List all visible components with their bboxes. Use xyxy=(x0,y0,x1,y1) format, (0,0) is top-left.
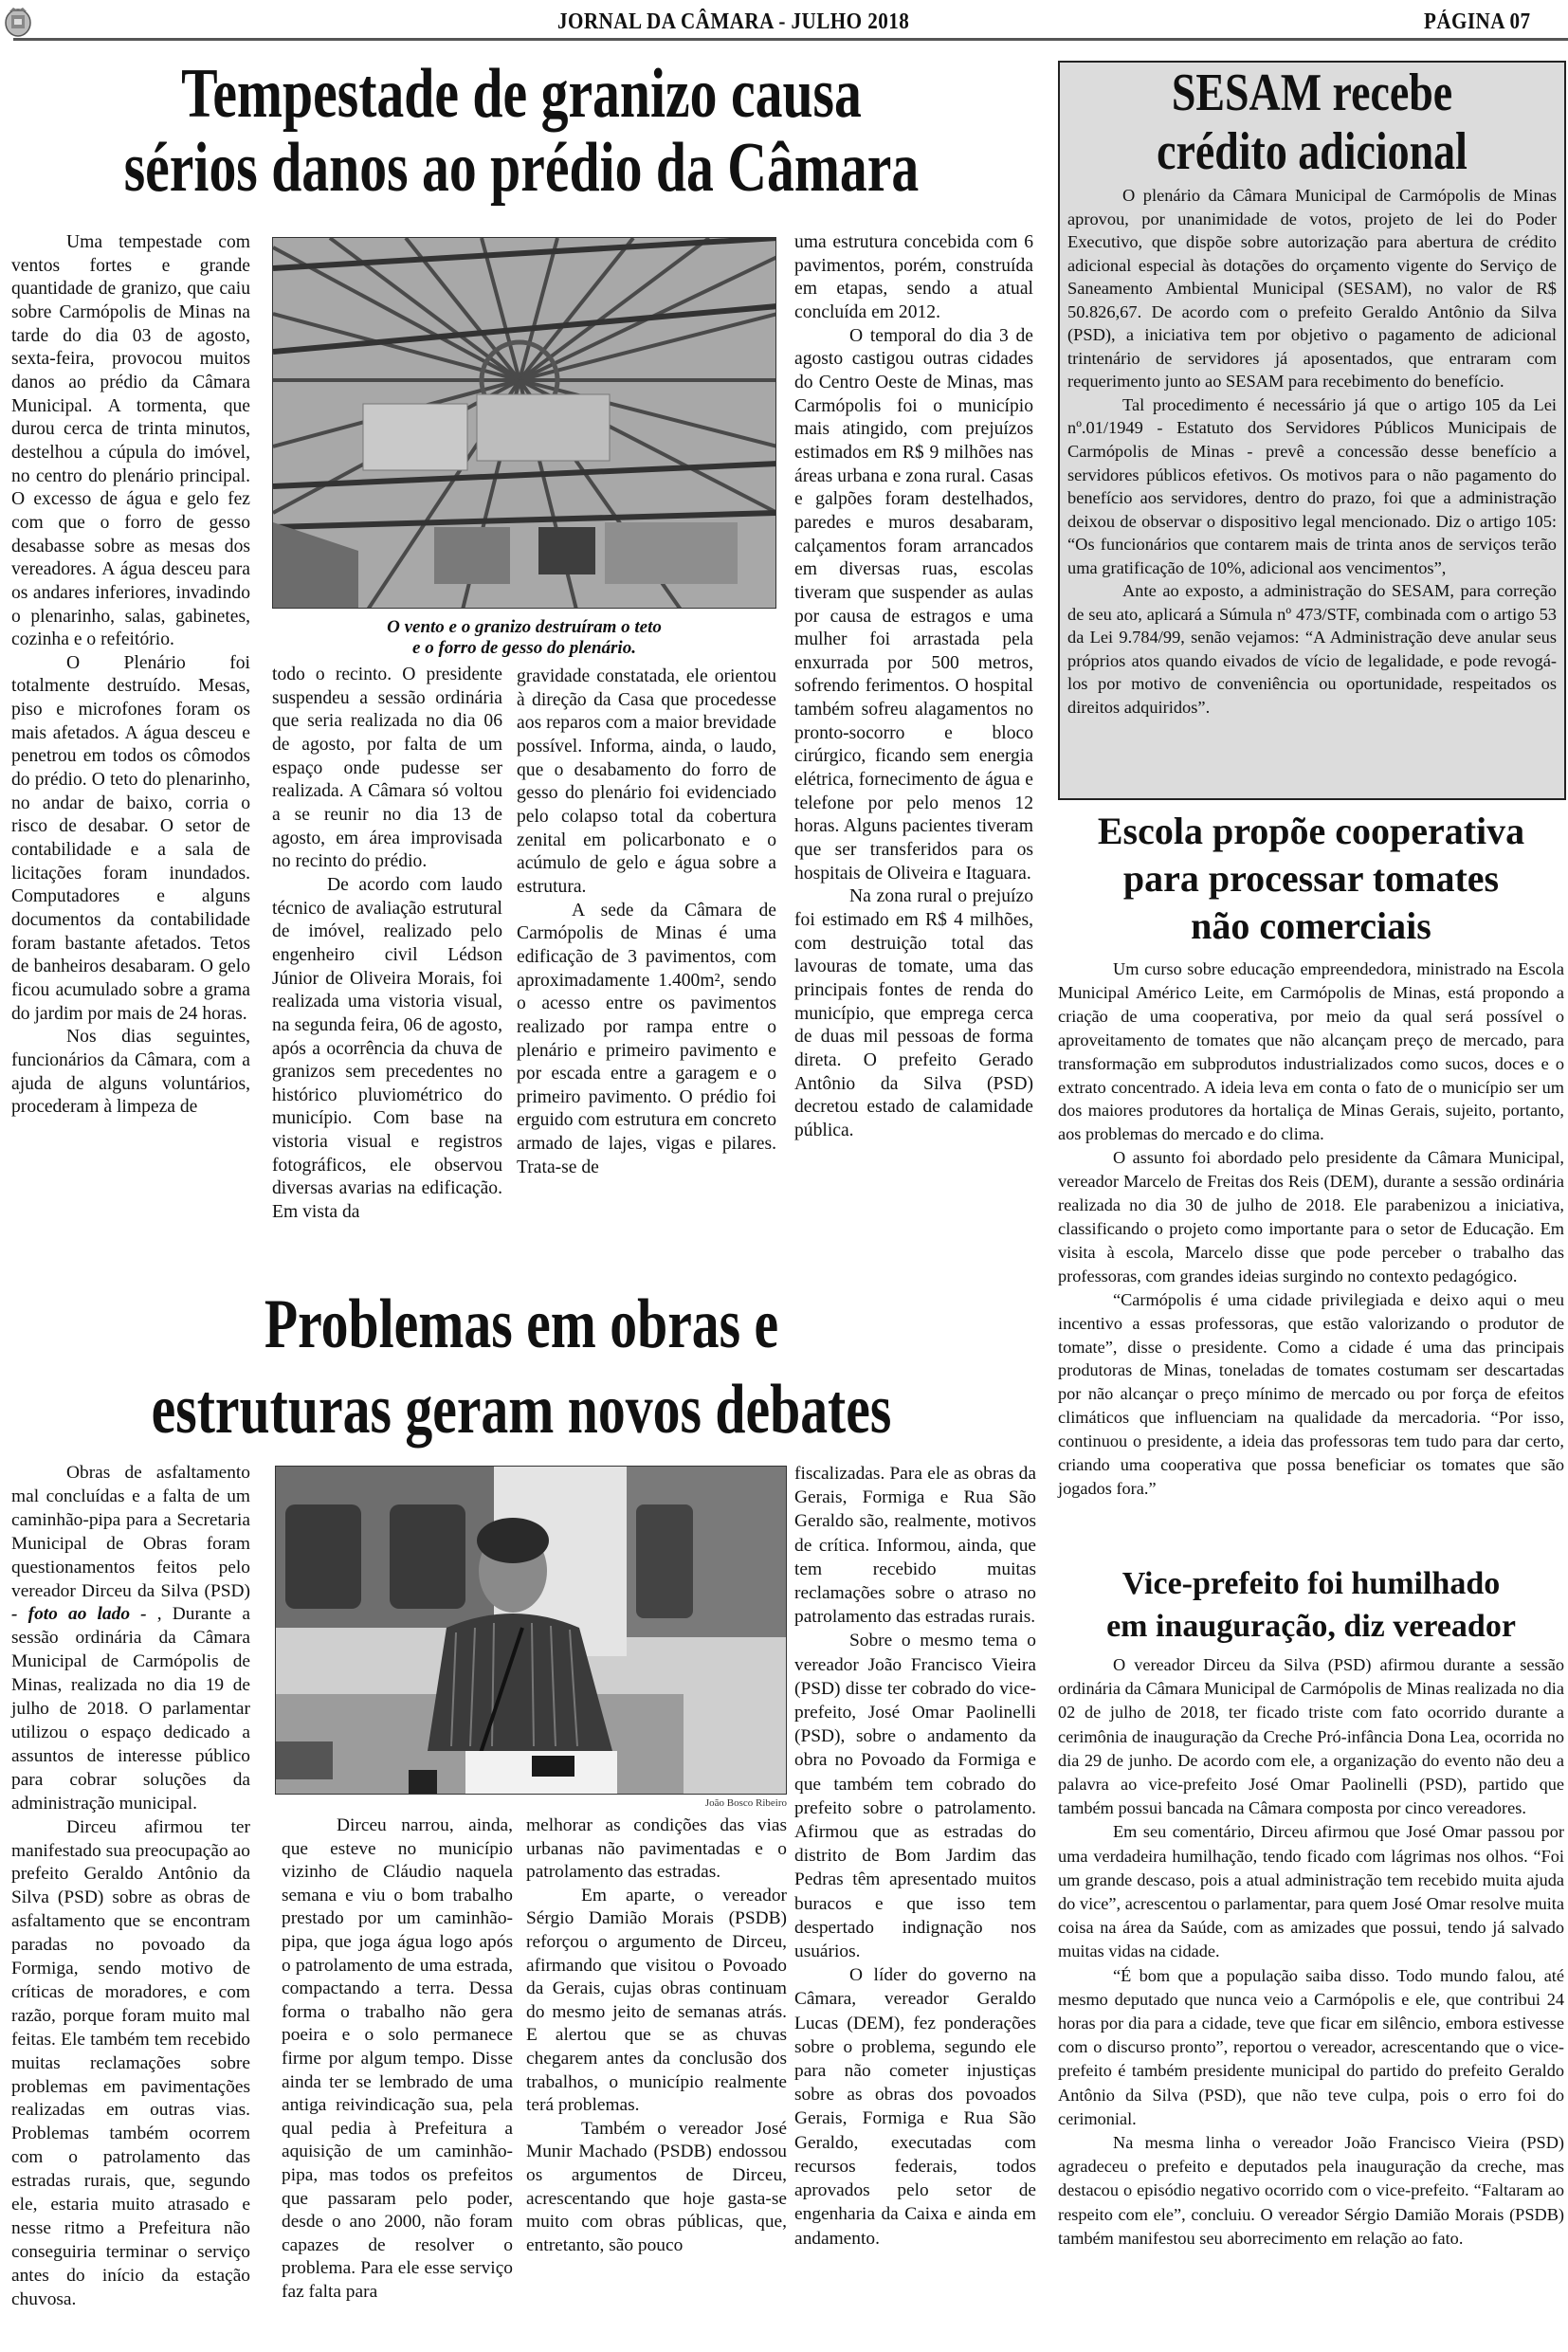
councilman-photo xyxy=(275,1466,787,1795)
paragraph: melhorar as condições das vias urbanas não pavimentadas e o patrolamento das estradas. xyxy=(526,1815,787,1883)
caption-line-2: e o forro de gesso do plenário. xyxy=(412,638,636,658)
vice-headline-line1: Vice-prefeito foi humilhado xyxy=(1121,1566,1501,1601)
paragraph: fiscalizadas. Para ele as obras da Gerais, Formiga e Rua São Geraldo são, realmente, motivos de crítica. Informou, ainda, que tem recebido muitas reclamações sobre o atraso no patrolamento das estradas rurais. xyxy=(794,1464,1036,1628)
paragraph: Sobre o mesmo tema o vereador João Francisco Vieira (PSD) disse ter cobrado do vice-prefeito, José Omar Paolinelli (PSD), sobre o andamento da obra no Povoado da Formiga e que também tem cobrado do prefeito sobre o patrolamento. Afirmou que as estradas do distrito de Bom Jardim das Pedras têm apresentado muitos buracos e que isso tem despertado indignação nos usuários. xyxy=(794,1631,1036,1962)
paragraph-text: , Durante a sessão ordinária da Câmara Municipal de Carmópolis de Minas, realizada no dia 19 de julho de 2018. O parlamentar utilizou o espaço dedicado a assuntos de interesse público para cobrar soluções da administração municipal. xyxy=(11,1604,250,1814)
paragraph: todo o recinto. O presidente suspendeu a sessão ordinária que seria realizada no dia 06 de agosto, por falta de um espaço onde pudesse ser realizada. A Câmara só voltou a se reunir no dia 13 de agosto, em área improvisada no recinto do prédio. xyxy=(272,665,502,872)
storm-column-2 xyxy=(272,664,502,1225)
paragraph: Dirceu narrou, ainda, que esteve no município vizinho de Cláudio naquela semana e viu o bom trabalho prestado por um caminhão-pipa, que joga água logo após o patrolamento de uma estrada, compactando a terra. Dessa forma o trabalho não gera poeira e o solo permanece firme por algum tempo. Disse ainda ter se lembrado de uma antiga reivindicação sua, pela qual pedia à Prefeitura a aquisição de um caminhão-pipa, mas todos os prefeitos que passaram pelo poder, desde o ano 2000, não foram capazes de resolver o problema. Para ele esse serviço faz falta para xyxy=(282,1815,513,2302)
paragraph: O temporal do dia 3 de agosto castigou outras cidades do Centro Oeste de Minas, mas Carmópolis foi o município mais atingido, com prejuízos estimados em R$ 9 milhões nas áreas urbana e zona rural. Casas e galpões foram destelhados, paredes e muros desabaram, calçamentos foram arrancados em diversas ruas, escolas tiveram que suspender as aulas por causa de estragos e uma mulher foi arrastada pela enxurrada por 500 metros, sofrendo ferimentos. O hospital também sofreu alagamentos no pronto-socorro e bloco cirúrgico, ficando sem energia elétrica, fornecimento de água e telefone por pelo menos 12 horas. Alguns pacientes tiveram que ser transferidos para os hospitais de Oliveira e Itaguara. xyxy=(794,325,1033,884)
caption-line-1: O vento e o granizo destruíram o teto xyxy=(387,617,662,637)
vice-headline xyxy=(1054,1562,1568,1648)
sesam-article-box xyxy=(1058,61,1566,800)
header-rule xyxy=(13,38,1568,41)
escola-headline-line3: não comerciais xyxy=(1191,904,1431,947)
paragraph: Nos dias seguintes, funcionários da Câmara, com a ajuda de alguns voluntários, procederam à limpeza de xyxy=(11,1027,250,1118)
obras-column-2 xyxy=(282,1814,513,2304)
paragraph: Tal procedimento é necessário já que o artigo 105 da Lei nº.01/1949 - Estatuto dos Servidores Públicos Municipais de Carmópolis de Minas - prevê a concessão desse benefício a servidores públicos efetivos. Os motivos para o não pagamento do benefício aos servidores, dentro do prazo, foi que a administração deixou de observar o dispositivo legal mencionado. Diz o artigo 105: “Os funcionários que contarem mais de trinta anos de serviços terão uma gratificação de 10%, adicional aos vencimentos”, xyxy=(1067,394,1557,577)
paragraph: “É bom que a população saiba disso. Todo mundo falou, até mesmo deputado que nunca veio a Carmópolis e ele, que contribui 24 horas por dia para a cidade, teve que ficar em silêncio, embora estivesse com o discurso pronto”, reportou o vereador, acrescentando que o vice-prefeito é também presidente municipal do partido do prefeito Geraldo Antônio da Silva (PSD), que não teve culpa, pois o erro foi do cerimonial. xyxy=(1058,1965,1564,2128)
sesam-headline-line1: SESAM recebe xyxy=(1171,64,1453,122)
coat-of-arms-icon xyxy=(4,6,32,38)
vice-body xyxy=(1058,1653,1564,2251)
paragraph: Em aparte, o vereador Sérgio Damião Morais (PSDB) reforçou o argumento de Dirceu, afirmando que visitou o Povoado da Gerais, cujas obras continuam do mesmo jeito de semanas atrás. E alertou que se as chuvas chegarem antes da conclusão dos trabalhos, o município realmente terá problemas. xyxy=(526,1885,787,2116)
paragraph: Na zona rural o prejuízo foi estimado em R$ 4 milhões, com destruição total das lavouras de tomate, uma das principais fontes de renda do município, que emprega cerca de duas mil pessoas de forma direta. O prefeito Gerado Antônio da Silva (PSD) decretou estado de calamidade pública. xyxy=(794,886,1033,1140)
obras-headline-line2: estruturas geram novos debates xyxy=(151,1371,892,1449)
paragraph: Na mesma linha o vereador João Francisco Vieira (PSD) agradeceu o prefeito e deputados pela inauguração da creche, mas destacou o episódio negativo ocorrido com o vice-prefeito. “Faltaram ao respeito com ele”, concluiu. O vereador Sérgio Damião Morais (PSDB) também manifestou seu aborrecimento em relação ao fato. xyxy=(1058,2133,1564,2248)
storm-column-1 xyxy=(11,231,250,1120)
paragraph-text: Obras de asfaltamento mal concluídas e a falta de um caminhão-pipa para a Secretaria Municipal de Obras foram questionamentos feitos pelo vereador Dirceu da Silva (PSD) xyxy=(11,1463,250,1601)
paragraph: Uma tempestade com ventos fortes e grande quantidade de granizo, que caiu sobre Carmópolis de Minas na tarde do dia 03 de agosto, sexta-feira, provocou muitos danos ao prédio da Câmara Municipal. A tormenta, que durou cerca de trinta minutos, destelhou a cúpula do imóvel, no centro do plenário principal. O excesso de água e gelo fez com que o forro de gesso desabasse sobre as mesas dos vereadores. A água desceu para os andares inferiores, invadindo o plenarinho, salas, gabinetes, cozinha e o refeitório. xyxy=(11,232,250,650)
escola-body xyxy=(1058,957,1564,1501)
paragraph: Em seu comentário, Dirceu afirmou que José Omar passou por uma verdadeira humilhação, tendo ficado com lágrimas nos olhos. “Foi um grande descaso, pois a atual administração tem recebido muita ajuda do vice”, acrescentou o parlamentar, para quem José Omar resolve muita coisa na área da Saúde, com as amizades que possui, tendo já salvado muitas vidas na cidade. xyxy=(1058,1822,1564,1961)
paragraph: O líder do governo na Câmara, vereador Geraldo Lucas (DEM), fez ponderações sobre o problema, segundo ele para não cometer injustiças sobre as obras dos povoados Gerais, Formiga e Rua São Geraldo, executadas com recursos federais, todos aprovados pelo setor de engenharia da Caixa e ainda em andamento. xyxy=(794,1965,1036,2249)
paragraph: Também o vereador José Munir Machado (PSDB) endossou os argumentos de Dirceu, acrescentando que hoje gasta-se muito com obras públicas, que, entretanto, são pouco xyxy=(526,2118,787,2255)
paragraph: O vereador Dirceu da Silva (PSD) afirmou durante a sessão ordinária da Câmara Municipal de Carmópolis de Minas realizada no dia 02 de julho de 2018, ter ficado triste com fato ocorrido durante a cerimônia de inauguração da Creche Pró-infância Dona Lea, ocorrida no dia 29 de junho. De acordo com ele, a organização do evento não deu a palavra ao vice-prefeito José Omar Paolinelli (PSD), partido que também possui bancada na Câmara composta por cinco vereadores. xyxy=(1058,1655,1564,1818)
paragraph: Dirceu afirmou ter manifestado sua preocupação ao prefeito Geraldo Antônio da Silva (PSD) sobre as obras de asfaltamento que se encontram paradas no povoado da Formiga, sendo motivo de críticas de moradores, e com razão, porque foram muito mal feitas. Ele também tem recebido muitas reclamações sobre problemas em pavimentações realizadas em outras vias. Problemas também ocorrem com o patrolamento das estradas rurais, que, segundo ele, estaria muito atrasado e nesse ritmo a Prefeitura não conseguiria terminar o serviço antes do início da estação chuvosa. xyxy=(11,1816,250,2309)
paragraph: gravidade constatada, ele orientou à direção da Casa que procedesse aos reparos com a maior brevidade possível. Informa, ainda, o laudo, que o desabamento do forro de gesso do plenário foi evidenciado pelo colapso total da cobertura zenital em policarbonato e o acúmulo de gelo e água sobre a estrutura. xyxy=(517,666,776,897)
storm-headline xyxy=(0,55,1043,211)
storm-headline-line2: sérios danos ao prédio da Câmara xyxy=(123,129,920,207)
paragraph xyxy=(11,1462,250,1816)
storm-headline-line1: Tempestade de granizo causa xyxy=(181,55,862,133)
paragraph: Ante ao exposto, a administração do SESAM, para correção de seu ato, aplicará a Súmula nº 473/STF, combinada com o artigo 53 da Lei 9.784/99, senão vejamos: “A Administração deve anular seus próprios atos quando eivados de vício de legalidade, e pode revogá-los por motivo de conveniência ou oportunidade, respeitados os direitos adquiridos”. xyxy=(1067,581,1557,718)
photo-reference: - foto ao lado - xyxy=(11,1604,157,1625)
obras-headline-line1: Problemas em obras e xyxy=(264,1285,779,1363)
journal-title: JORNAL DA CÂMARA - JULHO 2018 xyxy=(557,9,910,34)
paragraph: Um curso sobre educação empreendedora, ministrado na Escola Municipal Américo Leite, em Carmópolis de Minas, está propondo a criação de uma cooperativa, por meio da qual será possível o aproveitamento de tomates que não alcançam preço de mercado, para transformação em subprodutos industrializados como sucos, doces e o extrato concentrado. A ideia leva em conta o fato de o município ser um dos maiores produtores da hortaliça de Minas Gerais, sujeito, portanto, aos problemas do mercado e do clima. xyxy=(1058,959,1564,1144)
storm-column-3 xyxy=(517,665,776,1179)
obras-headline xyxy=(0,1287,1043,1458)
masthead xyxy=(0,0,1568,46)
sesam-body xyxy=(1067,184,1557,720)
escola-headline-line2: para processar tomates xyxy=(1122,857,1500,900)
sesam-headline-line2: crédito adicional xyxy=(1157,122,1468,181)
vice-headline-line2: em inauguração, diz vereador xyxy=(1106,1609,1516,1644)
paragraph: O assunto foi abordado pelo presidente da Câmara Municipal, vereador Marcelo de Freitas dos Reis (DEM), durante a sessão ordinária realizada no dia 30 de julho de 2018. Ele parabenizou a iniciativa, classificando o projeto como importante para o setor de Educação. Em visita à escola, Marcelo disse que pode perceber o trabalho das professoras, com grandes ideias surgindo no contexto pedagógico. xyxy=(1058,1148,1564,1285)
paragraph: De acordo com laudo técnico de avaliação estrutural de imóvel, realizado pelo engenheiro civil Lédson Júnior de Oliveira Morais, foi realizada uma vistoria visual, na segunda feira, 06 de agosto, após a ocorrência da chuva de granizos sem precedentes no histórico pluviométrico do município. Com base na vistoria visual e registros fotográficos, ele observou diversas avarias na edificação. Em vista da xyxy=(272,874,502,1223)
page-number: PÁGINA 07 xyxy=(1424,9,1531,34)
hail-damage-photo xyxy=(272,237,776,609)
hail-photo-caption xyxy=(272,617,776,659)
paragraph: O Plenário foi totalmente destruído. Mesas, piso e microfones foram os mais afetados. A água desceu e penetrou em todos os cômodos do prédio. O teto do plenarinho, no andar de baixo, corria o risco de desabar. O setor de contabilidade e a sala de licitações foram inundados. Computadores e alguns documentos da contabilidade foram bastante afetados. Tetos de banheiros desabaram. O gelo ficou acumulado sobre a grama do jardim por mais de 24 horas. xyxy=(11,652,250,1024)
obras-column-1 xyxy=(11,1462,250,2312)
obras-column-3 xyxy=(526,1814,787,2257)
storm-column-4 xyxy=(794,231,1033,1143)
escola-headline-line1: Escola propõe cooperativa xyxy=(1097,810,1525,852)
paragraph: “Carmópolis é uma cidade privilegiada e deixo aqui o meu incentivo a essas professoras, que estão valorizando o produtor de tomate”, disse o presidente. Como a cidade é uma das principais produtoras de Minas, toneladas de tomates costumam ser descartadas por não alcançar o preço mínimo de mercado ou por força de efeitos climáticos que influenciam na qualidade da mercadoria. “Por isso, continuou o presidente, a ideia das professoras tem tudo para dar certo, criando uma cooperativa que possa beneficiar os tomates que são jogados fora.” xyxy=(1058,1289,1564,1498)
paragraph: uma estrutura concebida com 6 pavimentos, porém, construída em etapas, sendo a atual concluída em 2012. xyxy=(794,232,1033,322)
photo-credit: João Bosco Ribeiro xyxy=(704,1797,787,1809)
paragraph: O plenário da Câmara Municipal de Carmópolis de Minas aprovou, por unanimidade de votos, projeto de lei do Poder Executivo, que dispõe sobre autorização para abertura de crédito adicional especial às dotações do orçamento vigente do Serviço de Saneamento Ambiental Municipal (SESAM), no valor de R$ 50.826,67. De acordo com o prefeito Geraldo Antônio da Silva (PSD), a iniciativa tem por objetivo o pagamento de adicional trintenário de servidores já aposentados, que entraram com requerimento junto ao SESAM para recebimento do benefício. xyxy=(1067,186,1557,392)
obras-column-4 xyxy=(794,1462,1036,2251)
escola-headline xyxy=(1054,808,1568,950)
paragraph: A sede da Câmara de Carmópolis de Minas é uma edificação de 3 pavimentos, com aproximadamente 1.400m², sendo o acesso entre os pavimentos realizado por rampa entre o plenário e primeiro pavimento e por escada entre a garagem e o primeiro pavimento. O prédio foi erguido com estrutura em concreto armado de lajes, vigas e pilares. Trata-se de xyxy=(517,900,776,1177)
